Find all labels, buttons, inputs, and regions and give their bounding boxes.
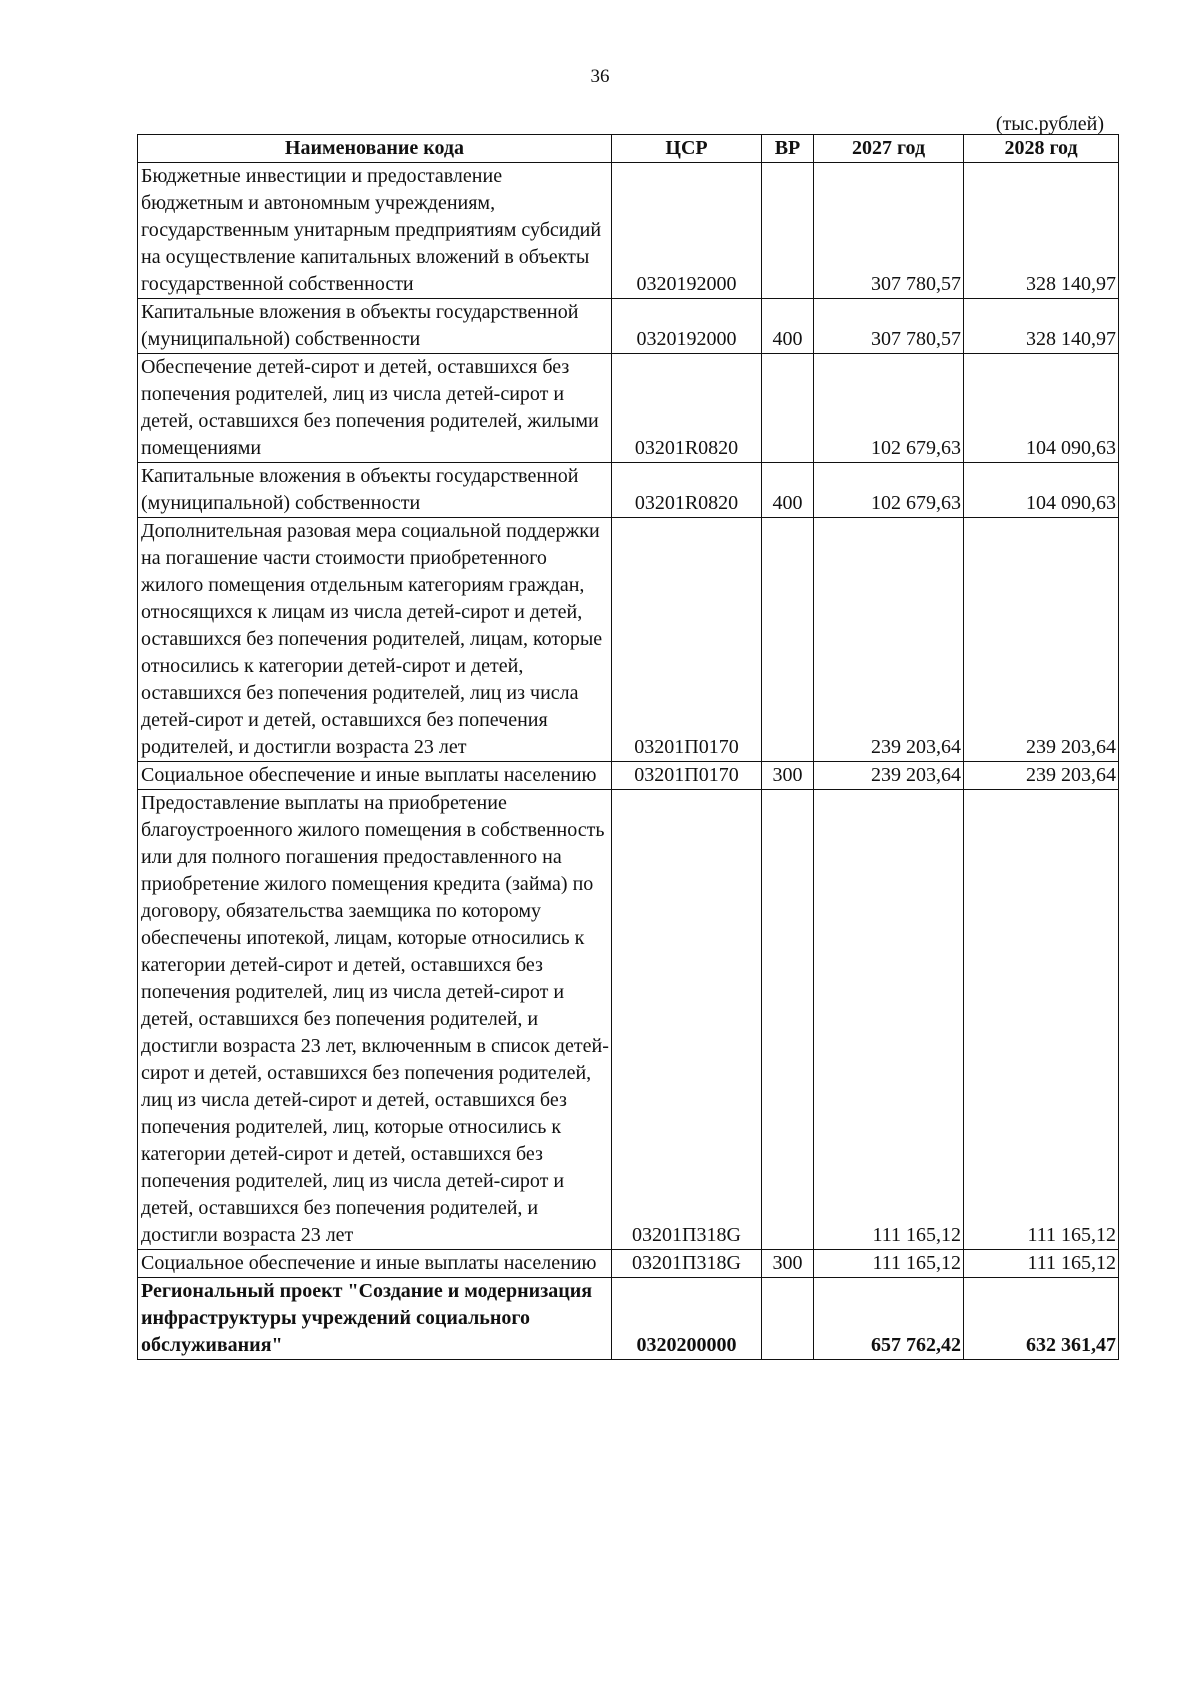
row-csr: 0320192000 xyxy=(612,163,762,299)
row-vr xyxy=(762,163,814,299)
units-label: (тыс.рублей) xyxy=(995,113,1104,135)
row-2027: 657 762,42 xyxy=(814,1278,964,1360)
row-name: Бюджетные инвестиции и предоставление бюджетным и автономным учреждениям, государственным унитарным предприятиям субсидий на осуществление капитальных вложений в объекты государственной собственности xyxy=(138,163,612,299)
row-vr: 400 xyxy=(762,463,814,518)
row-csr: 03201П0170 xyxy=(612,518,762,762)
row-csr: 03201П318G xyxy=(612,790,762,1250)
row-csr: 03201R0820 xyxy=(612,354,762,463)
table-row-regional-project xyxy=(138,1278,1119,1360)
row-csr: 0320192000 xyxy=(612,299,762,354)
row-name: Предоставление выплаты на приобретение благоустроенного жилого помещения в собственность или для полного погашения предоставленного на приобретение жилого помещения кредита (займа) по договору, обязательства заемщика по которому обеспечены ипотекой, лицам, которые относились к категории детей-сирот и детей, оставшихся без попечения родителей, лиц из числа детей-сирот и детей, оставшихся без попечения родителей, и достигли возраста 23 лет, включенным в список детей-сирот и детей, оставшихся без попечения родителей, лиц из числа детей-сирот и детей, оставшихся без попечения родителей, лиц, которые относились к категории детей-сирот и детей, оставшихся без попечения родителей, лиц из числа детей-сирот и детей, оставшихся без попечения родителей, и достигли возраста 23 лет xyxy=(138,790,612,1250)
row-vr: 300 xyxy=(762,762,814,790)
header-2028: 2028 год xyxy=(964,135,1119,163)
row-2027: 239 203,64 xyxy=(814,762,964,790)
row-name: Обеспечение детей-сирот и детей, оставшихся без попечения родителей, лиц из числа детей-сирот и детей, оставшихся без попечения родителей, жилыми помещениями xyxy=(138,354,612,463)
row-vr xyxy=(762,518,814,762)
row-vr: 300 xyxy=(762,1250,814,1278)
table-row xyxy=(138,518,1119,762)
row-2028: 239 203,64 xyxy=(964,518,1119,762)
row-vr xyxy=(762,1278,814,1360)
row-2028: 111 165,12 xyxy=(964,1250,1119,1278)
row-vr xyxy=(762,354,814,463)
row-2028: 239 203,64 xyxy=(964,762,1119,790)
row-2027: 307 780,57 xyxy=(814,163,964,299)
row-name: Социальное обеспечение и иные выплаты населению xyxy=(138,1250,612,1278)
row-2028: 111 165,12 xyxy=(964,790,1119,1250)
row-2027: 102 679,63 xyxy=(814,354,964,463)
row-2027: 239 203,64 xyxy=(814,518,964,762)
row-name: Социальное обеспечение и иные выплаты населению xyxy=(138,762,612,790)
table-row xyxy=(138,762,1119,790)
row-name: Капитальные вложения в объекты государственной (муниципальной) собственности xyxy=(138,299,612,354)
row-csr: 0320200000 xyxy=(612,1278,762,1360)
table-row xyxy=(138,354,1119,463)
row-csr: 03201П318G xyxy=(612,1250,762,1278)
row-vr xyxy=(762,790,814,1250)
header-name: Наименование кода xyxy=(138,135,612,163)
row-2028: 328 140,97 xyxy=(964,163,1119,299)
row-2028: 632 361,47 xyxy=(964,1278,1119,1360)
row-csr: 03201R0820 xyxy=(612,463,762,518)
row-name: Региональный проект "Создание и модернизация инфраструктуры учреждений социального обслуживания" xyxy=(138,1278,612,1360)
row-2027: 102 679,63 xyxy=(814,463,964,518)
row-2027: 111 165,12 xyxy=(814,790,964,1250)
row-name: Капитальные вложения в объекты государственной (муниципальной) собственности xyxy=(138,463,612,518)
header-row xyxy=(138,135,1119,163)
table-row xyxy=(138,1250,1119,1278)
table-row xyxy=(138,299,1119,354)
row-2027: 111 165,12 xyxy=(814,1250,964,1278)
row-name: Дополнительная разовая мера социальной поддержки на погашение части стоимости приобретенного жилого помещения отдельным категориям граждан, относящихся к лицам из числа детей-сирот и детей, оставшихся без попечения родителей, лицам, которые относились к категории детей-сирот и детей, оставшихся без попечения родителей, лиц из числа детей-сирот и детей, оставшихся без попечения родителей, и достигли возраста 23 лет xyxy=(138,518,612,762)
table-row xyxy=(138,790,1119,1250)
row-2028: 104 090,63 xyxy=(964,463,1119,518)
header-2027: 2027 год xyxy=(814,135,964,163)
table-row xyxy=(138,463,1119,518)
row-vr: 400 xyxy=(762,299,814,354)
table-row xyxy=(138,163,1119,299)
budget-table xyxy=(137,134,1119,1360)
row-csr: 03201П0170 xyxy=(612,762,762,790)
row-2027: 307 780,57 xyxy=(814,299,964,354)
header-vr: ВР xyxy=(762,135,814,163)
row-2028: 104 090,63 xyxy=(964,354,1119,463)
page-number: 36 xyxy=(590,66,610,87)
header-csr: ЦСР xyxy=(612,135,762,163)
row-2028: 328 140,97 xyxy=(964,299,1119,354)
